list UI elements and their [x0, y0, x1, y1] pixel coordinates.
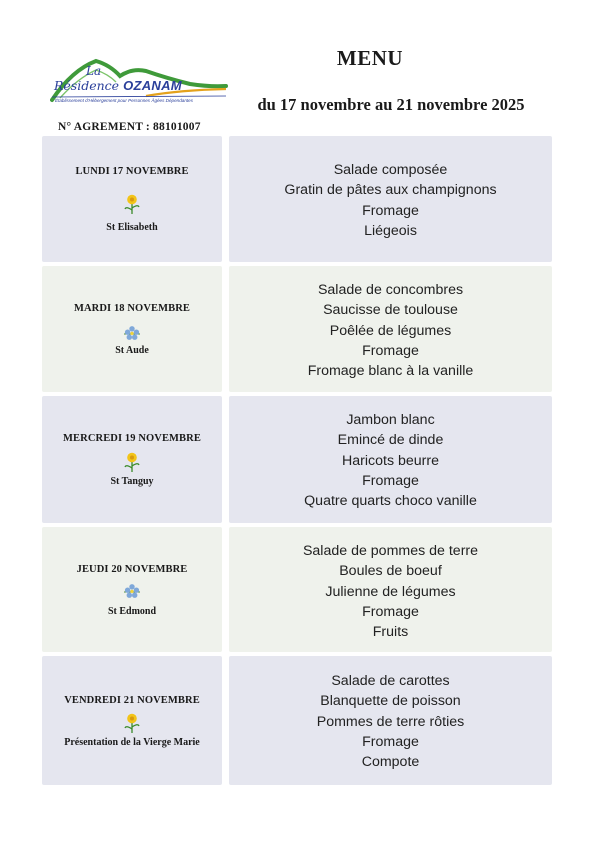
page-title: MENU: [336, 46, 404, 70]
dish-list: [229, 160, 552, 241]
logo-name: [54, 78, 182, 93]
saint-name: St Tanguy: [110, 476, 154, 487]
menu-cell-mardi: [229, 266, 552, 392]
logo-ozanam: OZANAM: [123, 78, 182, 93]
menu-cell-mercredi: [229, 396, 552, 523]
dish-item: Fromage: [362, 202, 419, 219]
dish-list: [229, 671, 552, 772]
forget-me-not-flower-icon: [122, 322, 142, 344]
day-name: MARDI 18 NOVEMBRE: [73, 303, 191, 314]
dish-list: [229, 541, 552, 642]
menu-period: du 17 novembre au 21 novembre 2025: [257, 95, 525, 114]
saint-name: St Edmond: [107, 606, 157, 617]
dish-item: Salade de pommes de terre: [302, 543, 479, 559]
dish-item: Saucisse de toulouse: [323, 302, 458, 319]
dish-item: Poêlée de légumes: [329, 322, 452, 339]
dish-item: Salade composée: [333, 162, 448, 178]
dandelion-flower-icon: [122, 193, 142, 215]
dish-item: Pommes de terre rôties: [316, 713, 465, 730]
logo-tagline: Établissement d'Hébergement pour Personnes Âgées Dépendantes: [55, 98, 194, 103]
dish-item: Haricots beurre: [342, 452, 439, 469]
day-name: LUNDI 17 NOVEMBRE: [75, 166, 189, 177]
day-name: MERCREDI 19 NOVEMBRE: [63, 433, 201, 444]
dandelion-flower-icon: [122, 712, 142, 734]
day-cell-lundi: [42, 136, 222, 262]
day-name: JEUDI 20 NOVEMBRE: [76, 564, 188, 575]
dish-item: Fromage: [362, 472, 419, 489]
dish-list: [229, 280, 552, 381]
dish-item: Boules de boeuf: [339, 563, 442, 580]
dish-item: Fromage: [362, 733, 419, 750]
dish-item: Quatre quarts choco vanille: [304, 493, 477, 510]
day-cell-vendredi: [42, 656, 222, 785]
menu-cell-vendredi: [229, 656, 552, 785]
dandelion-flower-icon: [122, 451, 142, 473]
dish-item: Fromage blanc à la vanille: [307, 363, 474, 380]
residence-logo: [50, 56, 230, 114]
day-name: VENDREDI 21 NOVEMBRE: [64, 695, 200, 706]
menu-cell-jeudi: [229, 527, 552, 652]
day-cell-mercredi: [42, 396, 222, 523]
dish-item: Salade de concombres: [317, 282, 464, 298]
saint-name: Présentation de la Vierge Marie: [64, 737, 200, 748]
saint-name: St Elisabeth: [106, 222, 158, 233]
dish-item: Blanquette de poisson: [320, 693, 461, 710]
saint-name: St Aude: [115, 345, 149, 356]
menu-cell-lundi: [229, 136, 552, 262]
dish-list: [229, 410, 552, 511]
day-cell-jeudi: [42, 527, 222, 652]
dish-item: Fromage: [362, 342, 419, 359]
dish-item: Emincé de dinde: [337, 432, 444, 449]
dish-item: Fromage: [362, 603, 419, 620]
day-cell-mardi: [42, 266, 222, 392]
dish-item: Compote: [361, 754, 420, 771]
dish-item: Liégeois: [364, 222, 417, 239]
dish-item: Julienne de légumes: [325, 583, 456, 600]
dish-item: Salade de carottes: [331, 673, 450, 689]
agrement-number: N° AGREMENT : 88101007: [58, 121, 201, 133]
dish-item: Gratin de pâtes aux champignons: [284, 182, 497, 199]
logo-residence: Résidence: [54, 78, 120, 93]
dish-item: Fruits: [372, 624, 409, 641]
logo-la: La: [86, 64, 102, 78]
dish-item: Jambon blanc: [346, 412, 435, 428]
forget-me-not-flower-icon: [122, 580, 142, 602]
